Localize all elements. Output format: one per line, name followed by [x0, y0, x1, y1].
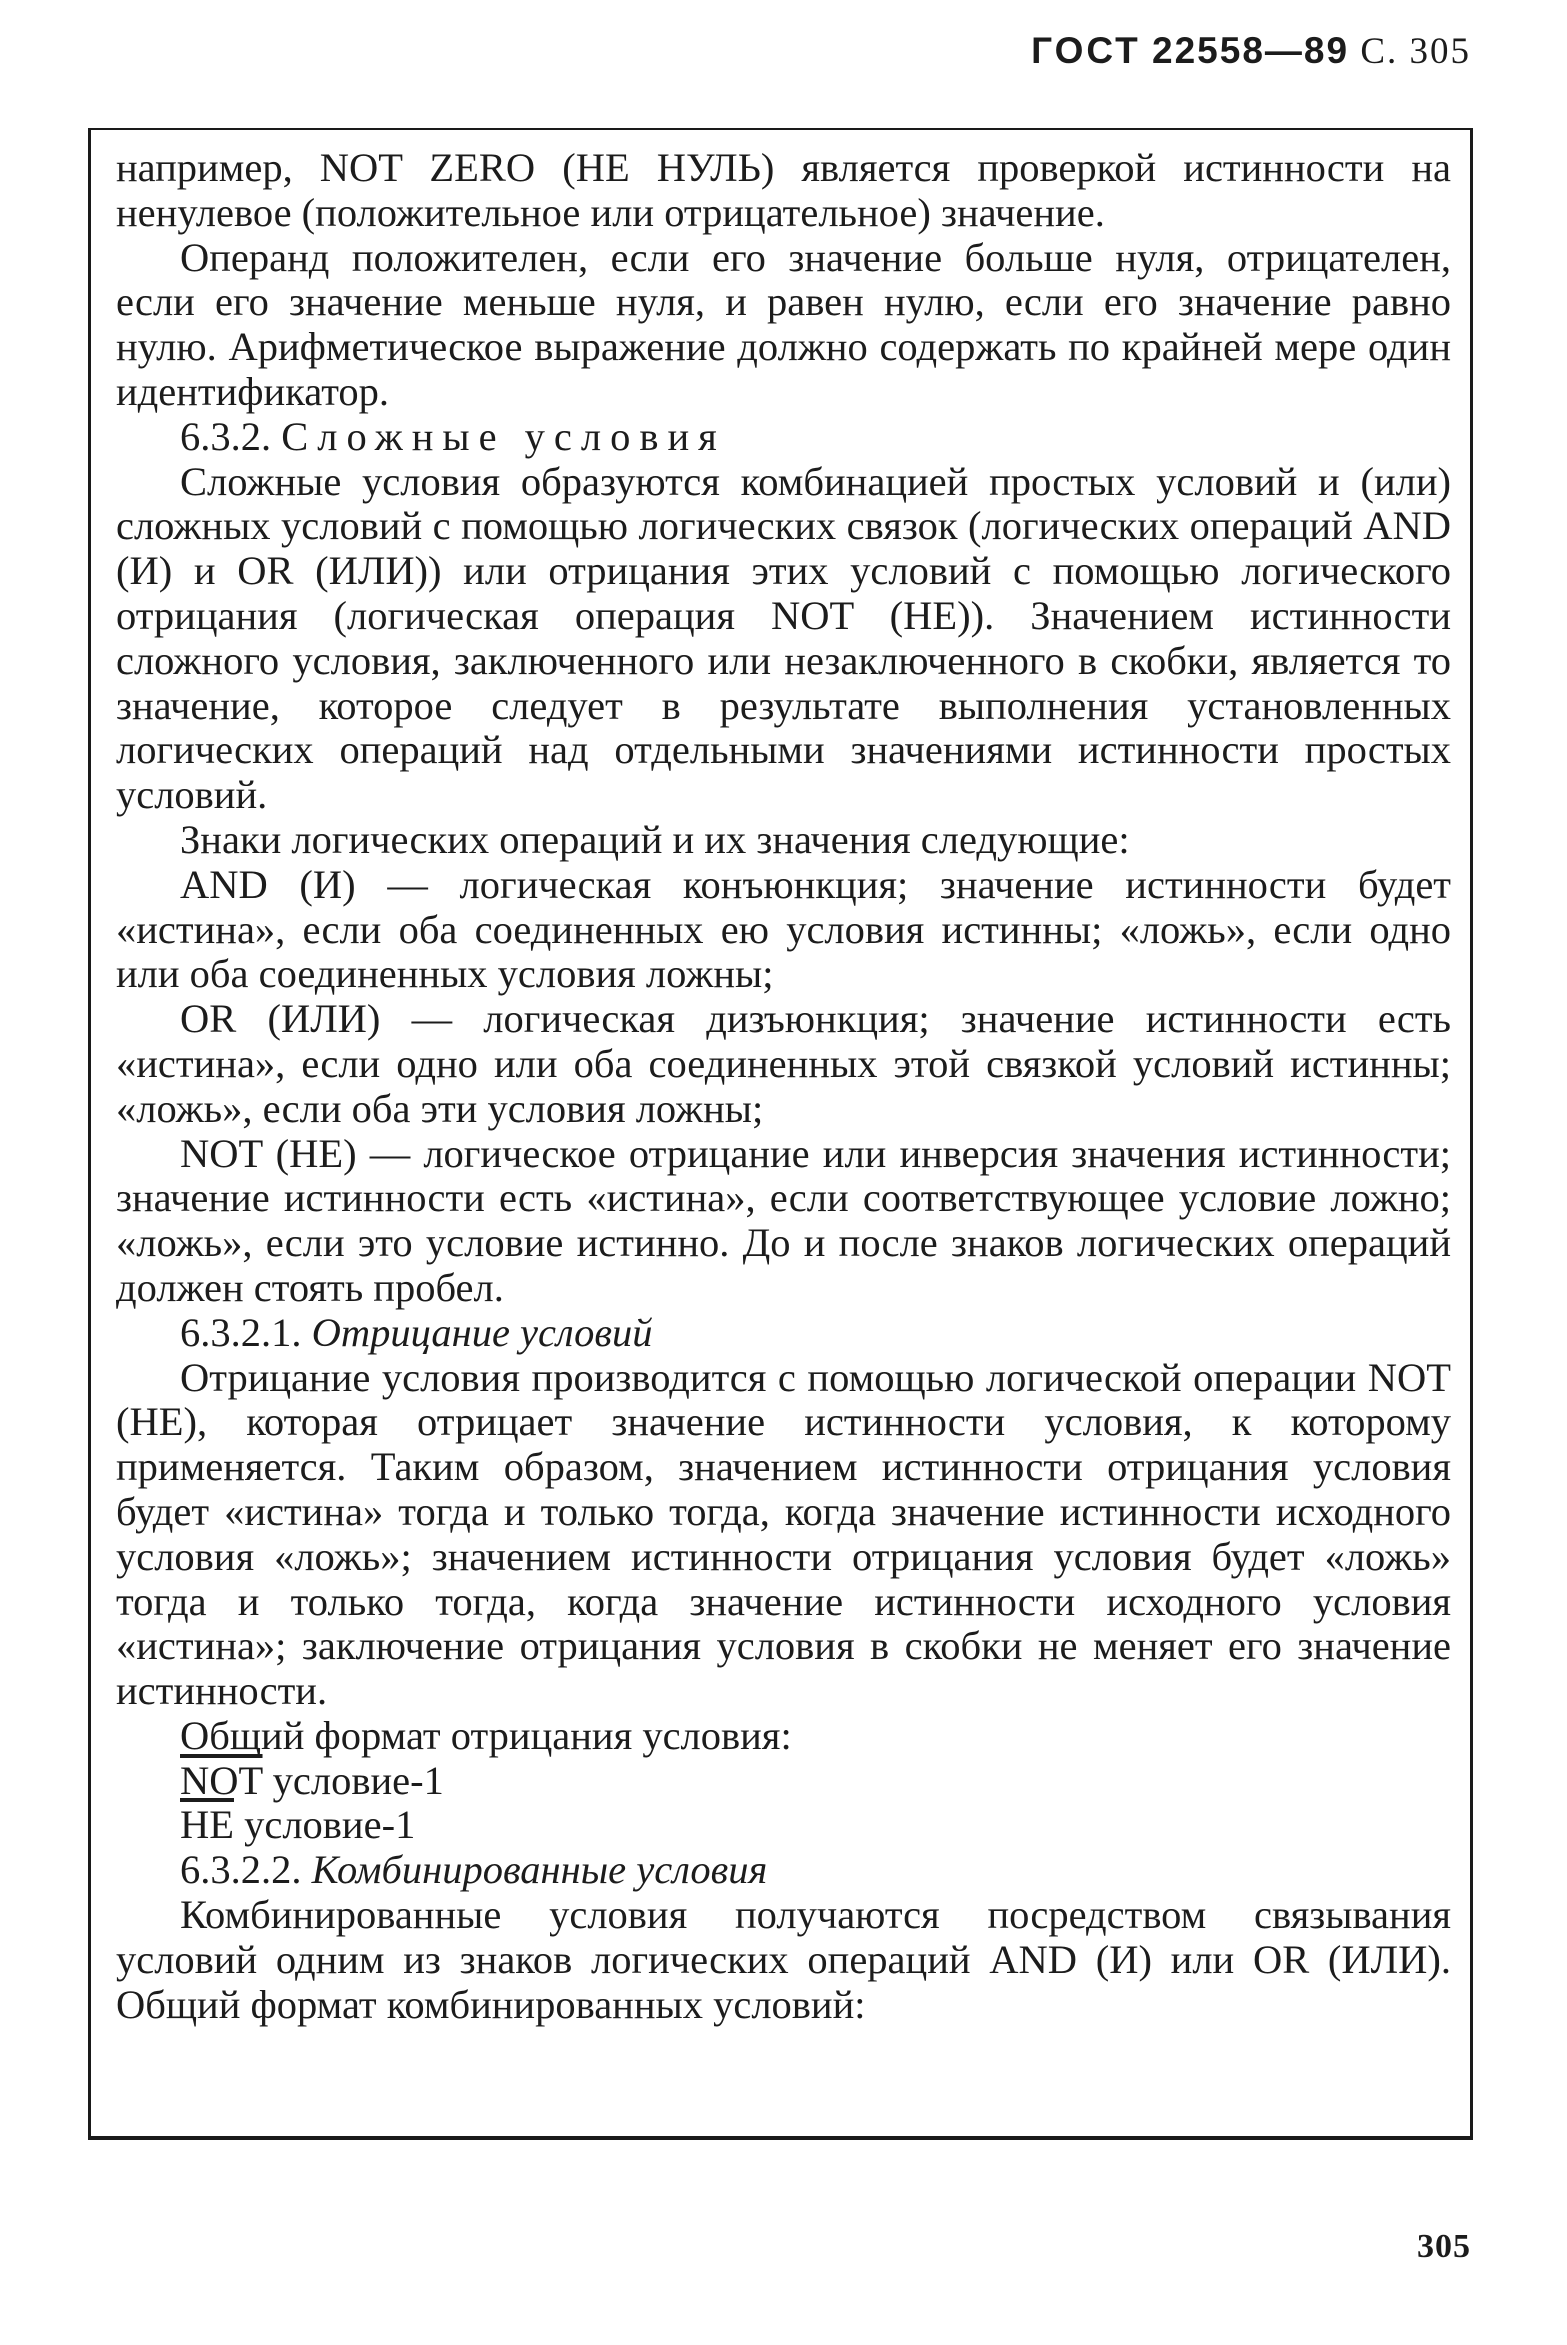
section-title: Отрицание условий	[311, 1309, 653, 1355]
paragraph-and-operator: AND (И) — логическая конъюнкция; значение истинности будет «истина», если оба соединенных ею условия истинны; «ложь», если одно или оба соединенных условия ложны;	[116, 861, 1451, 997]
section-heading-complex-conditions	[116, 415, 1451, 460]
format-line-not	[116, 1759, 1451, 1804]
standard-name: ГОСТ	[1031, 30, 1141, 71]
section-number: 6.3.2.2.	[180, 1847, 302, 1893]
section-heading-combined	[116, 1848, 1451, 1893]
section-number: 6.3.2.	[180, 413, 272, 459]
paragraph-or-operator: OR (ИЛИ) — логическая дизъюнкция; значение истинности есть «истина», если одно или оба соединенных этой связкой условий истинны; «ложь», если оба эти условия ложны;	[116, 996, 1451, 1131]
running-header	[1031, 30, 1471, 73]
paragraph-combined-conditions: Комбинированные условия получаются посредством связывания условий одним из знаков логических операций AND (И) или OR (ИЛИ). Общий формат комбинированных условий:	[116, 1892, 1451, 2027]
paragraph-negation: Отрицание условия производится с помощью логической операции NOT (НЕ), которая отрицает значение истинности условия, к которому применяется. Таким образом, значением истинности отрицания условия будет «истина» тогда и только тогда, когда значение истинности исходного условия «ложь»; значением истинности отрицания условия будет «ложь» тогда и только тогда, когда значение истинности исходного условия «истина»; заключение отрицания условия в скобки не меняет его значение истинности.	[116, 1354, 1451, 1714]
paragraph-complex-conditions: Сложные условия образуются комбинацией простых условий и (или) сложных условий с помощью логических связок (логических операций AND (И) и OR (ИЛИ)) или отрицания этих условий с помощью логического отрицания (логическая операция NOT (НЕ)). Значением истинности сложного условия, заключенного или незаключенного в скобки, является то значение, которое следует в результате выполнения установленных логических операций над отдельными значениями истинности простых условий.	[116, 458, 1451, 818]
paragraph-not-operator: NOT (НЕ) — логическое отрицание или инверсия значения истинности; значение истинности есть «истина», если соответствующее условие ложно; «ложь», если это условие истинно. До и после знаков логических операций должен стоять пробел.	[116, 1130, 1451, 1310]
format-operand: условие-1	[244, 1802, 416, 1848]
document-body	[116, 146, 1451, 2027]
paragraph-operators-intro: Знаки логических операций и их значения следующие:	[180, 816, 1130, 862]
paragraph-operand-sign: Операнд положителен, если его значение больше нуля, отрицателен, если его значение меньше нуля, и равен нулю, если его значение равно нулю. Арифметическое выражение должно содержать по крайней мере один идентификатор.	[116, 234, 1451, 414]
paragraph-negation-format: Общий формат отрицания условия:	[180, 1712, 792, 1758]
section-heading-negation	[116, 1311, 1451, 1356]
page-number: 305	[1417, 2228, 1471, 2265]
format-line-ne	[116, 1803, 1451, 1848]
paragraph-continuation: например, NOT ZERO (НЕ НУЛЬ) является проверкой истинности на ненулевое (положительное или отрицательное) значение.	[116, 145, 1451, 235]
section-number: 6.3.2.1.	[180, 1309, 302, 1355]
header-page-label: С. 305	[1360, 31, 1471, 72]
section-title: Сложные условия	[281, 413, 726, 459]
format-keyword: НЕ	[180, 1802, 234, 1848]
standard-code: 22558—89	[1152, 30, 1350, 71]
section-title: Комбинированные условия	[311, 1847, 768, 1893]
format-keyword: $\overline{NOT}$	[180, 1757, 263, 1803]
format-operand: условие-1	[272, 1757, 444, 1803]
